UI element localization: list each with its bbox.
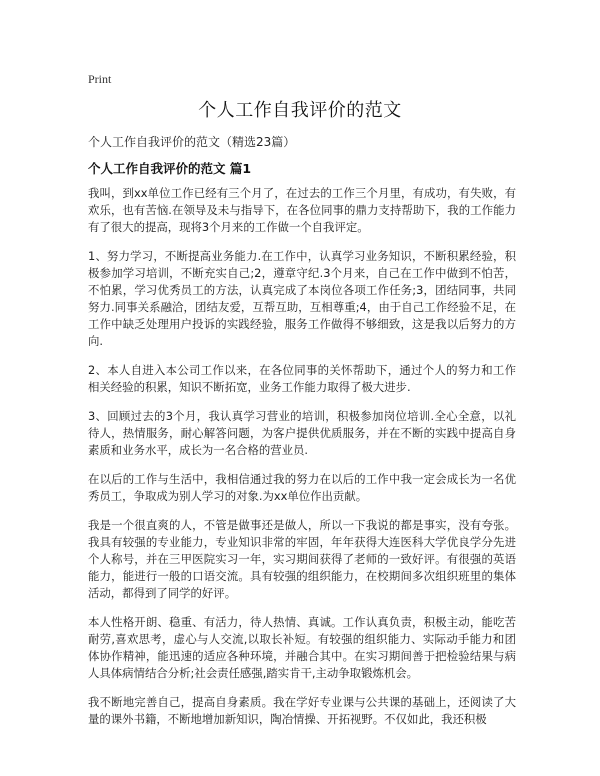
paragraph: 我不断地完善自己，提高自身素质。我在学好专业课与公共课的基础上，还阅读了大量的课外书籍，不断地增加新知识，陶冶情操、开拓视野。不仅如此，我还积极: [88, 695, 516, 726]
page-title: 个人工作自我评价的范文: [198, 100, 402, 121]
paragraph: 2、本人自进入本公司工作以来，在各位同事的关怀帮助下，通过个人的努力和工作相关经验的积累，知识不断拓宽，业务工作能力取得了极大进步.: [88, 363, 516, 394]
paragraph: 1、努力学习，不断提高业务能力.在工作中，认真学习业务知识，不断积累经验，积极参加学习培训，不断充实自己;2，遵章守纪.3个月来，自己在工作中做到不怕苦，不怕累，学习优秀员工的方法，认真完成了本岗位各项工作任务;3，团结同事，共同努力.同事关系融洽，团结友爱，互帮互助，互相尊重;4，由于自己工作经验不足，在工作中缺乏处理用户投诉的实践经验，服务工作做得不够细致，这是我以后努力的方向.: [88, 249, 516, 348]
body-text: [88, 185, 516, 740]
document-subtitle: 个人工作自我评价的范文（精选23篇）: [88, 135, 296, 149]
paragraph: 在以后的工作与生活中，我相信通过我的努力在以后的工作中我一定会成长为一名优秀员工，争取成为别人学习的对象.为xx单位作出贡献。: [88, 472, 516, 503]
paragraph: 我是一个很直爽的人，不管是做事还是做人，所以一下我说的都是事实，没有夸张。我具有较强的专业能力，专业知识非常的牢固，年年获得大连医科大学优良学分先进个人称号，并在三甲医院实习一年，实习期间获得了老师的一致好评。有很强的英语能力，能进行一般的口语交流。具有较强的组织能力，在校期间多次组织班里的集体活动，都得到了同学的好评。: [88, 518, 516, 600]
paragraph: 本人性格开朗、稳重、有活力，待人热情、真诚。工作认真负责，积极主动，能吃苦耐劳,喜欢思考，虚心与人交流,以取长补短。有较强的组织能力、实际动手能力和团体协作精神，能迅速的适应各种环境，并融合其中。在实习期间善于把检验结果与病人具体病情结合分析;社会责任感强,踏实肯干,主动争取锻炼机会。: [88, 615, 516, 680]
section-heading: 个人工作自我评价的范文 篇1: [88, 161, 252, 176]
print-label: Print: [88, 72, 112, 86]
paragraph: 3、回顾过去的3个月，我认真学习营业的培训，积极参加岗位培训.全心全意，以礼待人，热情服务，耐心解答问题，为客户提供优质服务，并在不断的实践中提高自身素质和业务水平，成长为一名合格的营业员.: [88, 409, 516, 457]
paragraph: 我叫，到xx单位工作已经有三个月了，在过去的工作三个月里，有成功，有失败，有欢乐，也有苦恼.在领导及未与指导下，在各位同事的鼎力支持帮助下，我的工作能力有了很大的提高，现将3个月来的工作做一个自我评定。: [88, 186, 516, 234]
